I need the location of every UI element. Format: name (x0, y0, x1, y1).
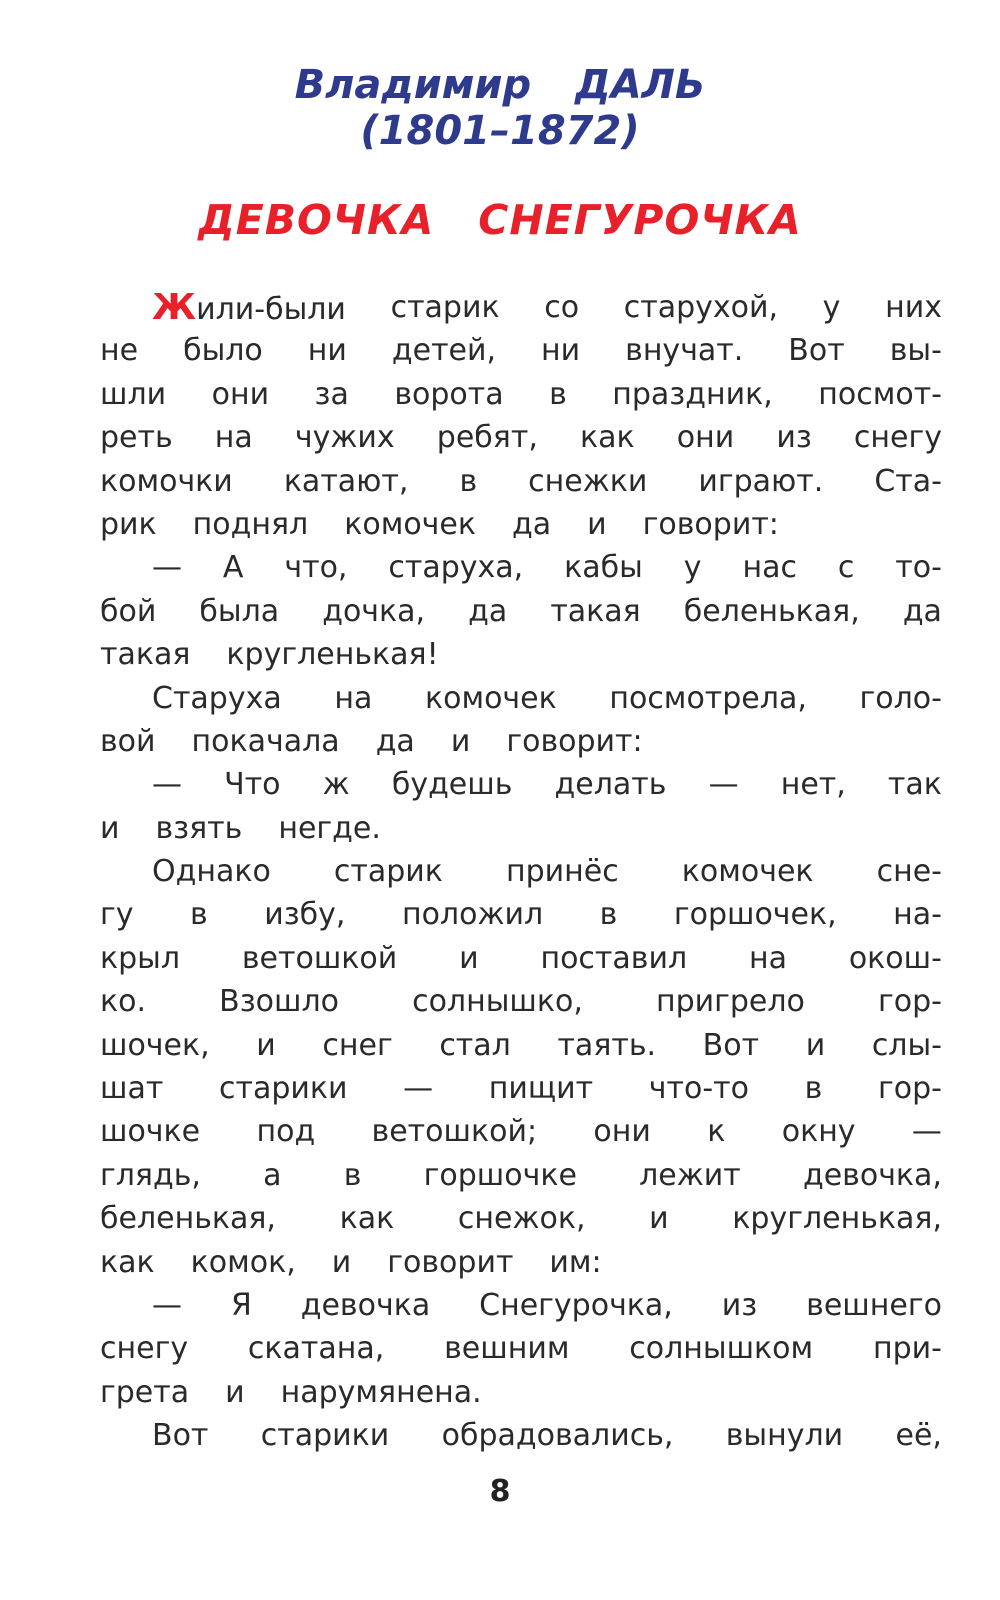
word: ко. (100, 984, 147, 1020)
text-line (100, 1110, 942, 1153)
word: с (837, 550, 855, 586)
word: к (707, 1114, 726, 1150)
word: взять (155, 810, 243, 846)
word: гор- (878, 1071, 942, 1107)
word: покачала (191, 723, 340, 759)
word: солнышком (629, 1331, 814, 1367)
word: комочек (344, 506, 476, 542)
word: гу (100, 897, 134, 933)
word: на- (893, 897, 942, 933)
word: да (511, 506, 552, 542)
word: играют. (698, 463, 824, 499)
word: поставил (540, 940, 688, 976)
word: говорит: (642, 506, 779, 542)
word: старики (218, 1071, 348, 1107)
word: положил (401, 897, 544, 933)
word: катают, (283, 463, 409, 499)
word: в (599, 897, 618, 933)
word: крыл (100, 940, 181, 976)
word: в (459, 463, 478, 499)
word: и (587, 506, 607, 542)
word: стал (439, 1027, 511, 1063)
word: ветошкой (241, 940, 398, 976)
word: горшочек, (673, 897, 837, 933)
word: — (403, 1071, 434, 1107)
word: комок, (190, 1244, 296, 1280)
word: старик (390, 290, 500, 325)
word: снегу (100, 1331, 189, 1367)
word: нас (742, 550, 797, 586)
word: что, (284, 550, 348, 586)
text-line (100, 1241, 942, 1284)
word: делать (554, 767, 667, 803)
word: снежки (528, 463, 648, 499)
word: на (334, 680, 373, 716)
word: за (314, 376, 349, 412)
word: комочек (424, 680, 557, 716)
word: нарумянена. (280, 1374, 482, 1410)
word: они (593, 1114, 651, 1150)
word: что-то (648, 1071, 750, 1107)
author-years: (1801–1872) (360, 108, 640, 154)
word: как (339, 1201, 395, 1237)
word: вынули (725, 1418, 844, 1454)
word: так (887, 767, 942, 803)
word: Старуха (152, 680, 282, 716)
word: сне- (876, 854, 942, 890)
word: кругленькая! (226, 637, 439, 673)
word: девочка (300, 1287, 431, 1323)
word: ворота (394, 376, 504, 412)
word: — (911, 1114, 942, 1150)
word: слы- (871, 1027, 942, 1063)
word: праздник, (612, 376, 773, 412)
word: избу, (264, 897, 346, 933)
word: под (256, 1114, 316, 1150)
word: лежит (639, 1157, 741, 1193)
word: а (263, 1157, 282, 1193)
story-title (0, 196, 1000, 244)
text-line (100, 720, 942, 763)
word: обрадовались, (441, 1418, 674, 1454)
word: посмот- (818, 376, 942, 412)
text-line (100, 980, 942, 1023)
word: или-были (196, 292, 346, 327)
word: шочке (100, 1114, 201, 1150)
word: Однако (152, 854, 271, 890)
text-line (100, 1154, 942, 1197)
word: шли (100, 376, 167, 412)
text-line (100, 416, 942, 459)
word: девочка, (802, 1157, 942, 1193)
word: окну (781, 1114, 856, 1150)
word: А (222, 550, 244, 586)
word: и (225, 1374, 245, 1410)
word: как (100, 1244, 155, 1280)
word: ветошкой; (371, 1114, 538, 1150)
word: не (100, 333, 139, 369)
word: вешнего (806, 1287, 942, 1323)
word: в (190, 897, 208, 933)
story-text (100, 286, 942, 1458)
word: в (804, 1071, 823, 1107)
word: реть (100, 420, 173, 456)
word: вой (100, 723, 156, 759)
word: Взошло (219, 984, 339, 1020)
word: снегу (853, 420, 942, 456)
word: была (199, 593, 280, 629)
word: и (331, 1244, 352, 1280)
text-line (100, 590, 942, 633)
word: принёс (505, 854, 619, 890)
text-line (100, 1414, 942, 1457)
word: да (902, 593, 942, 629)
word: беленькая, (100, 1201, 276, 1237)
text-line (100, 329, 942, 372)
word: у (822, 290, 841, 325)
word: окош- (848, 940, 942, 976)
text-line (100, 1371, 942, 1414)
text-line (100, 503, 942, 546)
text-line (100, 286, 942, 329)
first-word (152, 286, 346, 329)
word: такая (100, 637, 191, 673)
word: — (152, 767, 182, 803)
word: то- (895, 550, 942, 586)
word: старики (260, 1418, 390, 1454)
text-line (100, 1284, 942, 1327)
word: из (776, 420, 812, 456)
word: комочки (100, 463, 233, 499)
drop-cap: Ж (152, 287, 197, 328)
word: голо- (859, 680, 942, 716)
word: как (579, 420, 635, 456)
word: и (649, 1201, 669, 1237)
text-line (100, 763, 942, 806)
word: беленькая, (683, 593, 860, 629)
text-line (100, 807, 942, 850)
word: у (683, 550, 702, 586)
word: говорит: (506, 723, 643, 759)
page-number: 8 (489, 1474, 511, 1509)
word: и (100, 810, 120, 846)
word: — (152, 550, 182, 586)
word: солнышко, (412, 984, 583, 1020)
word: при- (872, 1331, 942, 1367)
word: Снегурочка, (479, 1287, 673, 1323)
word: кругленькая, (732, 1201, 942, 1237)
word: посмотрела, (609, 680, 807, 716)
text-line (100, 1327, 942, 1370)
text-line (100, 373, 942, 416)
word: им: (549, 1244, 602, 1280)
author-first-name: Владимир (294, 62, 532, 108)
word: чужих (294, 420, 395, 456)
word: в (343, 1157, 362, 1193)
word: внучат. (625, 333, 744, 369)
word: них (885, 290, 942, 325)
word: поднял (192, 506, 309, 542)
word: ни (307, 333, 347, 369)
text-line (100, 633, 942, 676)
word: вы- (889, 333, 942, 369)
word: они (676, 420, 735, 456)
word: было (183, 333, 263, 369)
word: пригрело (655, 984, 805, 1020)
text-line (100, 460, 942, 503)
word: таять. (557, 1027, 657, 1063)
word: дочка, (322, 593, 426, 629)
word: на (214, 420, 253, 456)
text-line (100, 1197, 942, 1240)
word: грета (100, 1374, 190, 1410)
word: и (459, 940, 479, 976)
word: Вот (788, 333, 845, 369)
title-word-2: СНЕГУРОЧКА (478, 196, 802, 244)
word: негде. (278, 810, 381, 846)
word: и (256, 1027, 276, 1063)
text-line (100, 677, 942, 720)
word: такая (550, 593, 641, 629)
word: пищит (488, 1071, 594, 1107)
word: в (549, 376, 567, 412)
word: на (748, 940, 787, 976)
word: нет, (780, 767, 846, 803)
word: кабы (564, 550, 643, 586)
word: бой (100, 593, 157, 629)
word: Ста- (874, 463, 942, 499)
word: и (805, 1027, 826, 1063)
word: Вот (152, 1418, 209, 1454)
word: Вот (702, 1027, 760, 1063)
word: горшочке (423, 1157, 577, 1193)
word: комочек (681, 854, 814, 890)
word: шочек, (100, 1027, 210, 1063)
word: её, (895, 1418, 942, 1454)
word: да (375, 723, 415, 759)
word: рик (100, 506, 157, 542)
word: и (450, 723, 471, 759)
word: они (211, 376, 270, 412)
word: старухой, (623, 290, 779, 325)
title-word-1: ДЕВОЧКА (198, 196, 435, 244)
word: старик (333, 854, 443, 890)
word: вешним (444, 1331, 570, 1367)
text-line (100, 937, 942, 980)
word: из (721, 1287, 758, 1323)
text-line (100, 546, 942, 589)
word: да (468, 593, 508, 629)
author-last-name: ДАЛЬ (575, 62, 706, 108)
word: снежок, (457, 1201, 586, 1237)
word: гор- (878, 984, 942, 1020)
author-heading (0, 62, 1000, 154)
word: ни (541, 333, 581, 369)
text-line (100, 1067, 942, 1110)
text-line (100, 893, 942, 936)
word: — (708, 767, 739, 803)
word: снег (322, 1027, 393, 1063)
text-line (100, 1024, 942, 1067)
word: детей, (391, 333, 497, 369)
word: шат (100, 1071, 164, 1107)
word: со (544, 290, 580, 325)
word: скатана, (247, 1331, 385, 1367)
word: будешь (391, 767, 513, 803)
text-line (100, 850, 942, 893)
word: ребят, (436, 420, 538, 456)
word: глядь, (100, 1157, 201, 1193)
word: Я (230, 1287, 252, 1323)
word: Что (224, 767, 281, 803)
word: старуха, (388, 550, 524, 586)
word: ж (322, 767, 350, 803)
word: — (152, 1287, 182, 1323)
word: говорит (387, 1244, 514, 1280)
